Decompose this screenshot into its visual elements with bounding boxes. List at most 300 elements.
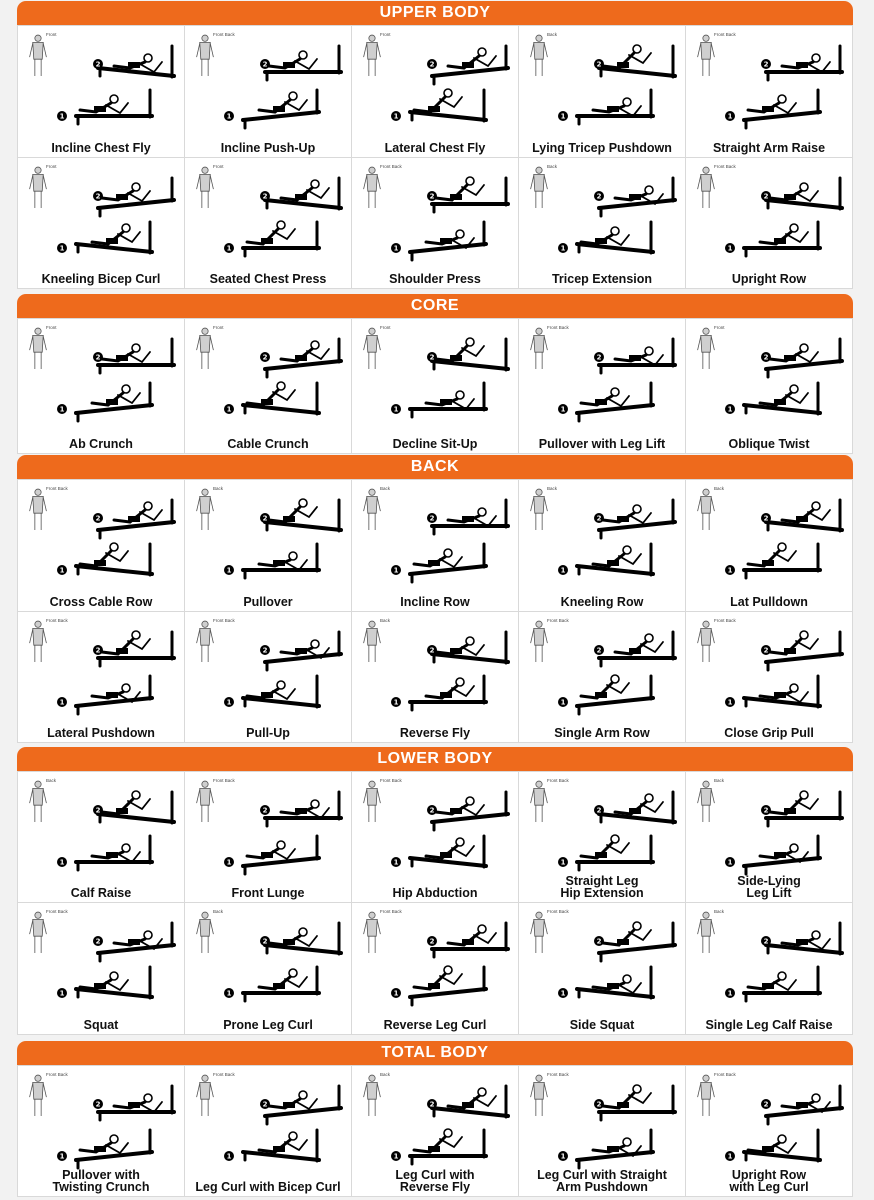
anatomy-figure-icon	[30, 489, 47, 530]
anatomy-figure-icon	[197, 167, 214, 208]
svg-text:1: 1	[393, 858, 399, 867]
exercise-name: Straight Arm Raise	[712, 141, 826, 155]
svg-text:2: 2	[596, 192, 602, 201]
svg-text:1: 1	[727, 566, 733, 575]
anatomy-figure-icon	[30, 167, 47, 208]
step-number-badge	[725, 111, 735, 121]
anatomy-figure-icon	[197, 1075, 214, 1116]
svg-text:2: 2	[596, 60, 602, 69]
exercise-name: Incline Push-Up	[220, 141, 316, 155]
exercise-card	[686, 903, 852, 1034]
exercise-illustration	[519, 612, 685, 742]
anatomy-figure-icon	[698, 35, 715, 76]
anatomy-figure-icon	[30, 781, 47, 822]
anatomy-figure-icon	[531, 1075, 548, 1116]
svg-text:1: 1	[226, 405, 232, 414]
svg-text:2: 2	[763, 192, 769, 201]
exercise-name: Oblique Twist	[728, 437, 810, 451]
section-lower-body	[17, 747, 853, 1035]
exercise-illustration	[185, 1066, 351, 1196]
step-number-badge	[93, 805, 103, 815]
step-number-badge	[725, 857, 735, 867]
step-number-badge	[427, 191, 437, 201]
exercise-figure	[95, 791, 174, 823]
svg-text:2: 2	[429, 806, 435, 815]
anatomy-figure-icon	[364, 912, 381, 953]
exercise-illustration	[352, 612, 518, 742]
exercise-figure	[744, 90, 820, 128]
exercise-name: Tricep Extension	[551, 272, 653, 286]
step-number-badge	[93, 352, 103, 362]
exercise-figure	[596, 339, 675, 373]
exercise-figure	[410, 89, 486, 121]
exercise-card	[519, 26, 685, 157]
exercise-figure	[262, 178, 341, 209]
svg-text:2: 2	[95, 1100, 101, 1109]
exercise-illustration	[352, 480, 518, 611]
exercise-card	[519, 319, 685, 453]
svg-text:1: 1	[393, 989, 399, 998]
exercise-name: Lat Pulldown	[730, 595, 808, 609]
exercise-figure	[429, 177, 508, 212]
svg-text:2: 2	[262, 60, 268, 69]
step-number-badge	[57, 565, 67, 575]
step-number-badge	[427, 352, 437, 362]
step-number-badge	[761, 936, 771, 946]
step-number-badge	[57, 243, 67, 253]
exercise-figure	[76, 222, 152, 253]
exercise-figure	[243, 544, 319, 578]
anatomy-figure-icon	[531, 621, 548, 662]
step-number-badge	[594, 191, 604, 201]
exercise-name: Lateral Chest Fly	[384, 141, 486, 155]
exercise-card	[352, 903, 518, 1034]
exercise-card	[352, 158, 518, 288]
exercise-figure	[95, 178, 174, 216]
svg-text:2: 2	[95, 937, 101, 946]
exercise-illustration	[352, 26, 518, 157]
exercise-figure	[763, 500, 842, 531]
exercise-figure	[95, 631, 174, 666]
exercise-name: Upright Row with Leg Curl	[729, 1168, 809, 1194]
exercise-illustration	[185, 903, 351, 1034]
exercise-figure	[429, 500, 508, 534]
svg-text:1: 1	[393, 1152, 399, 1161]
exercise-card	[352, 612, 518, 742]
step-number-badge	[224, 404, 234, 414]
view-label: Back	[714, 909, 725, 914]
view-label: Front Back	[380, 778, 402, 783]
exercise-illustration	[185, 158, 351, 288]
step-number-badge	[224, 697, 234, 707]
exercise-card	[519, 480, 685, 611]
svg-text:2: 2	[596, 514, 602, 523]
svg-text:2: 2	[95, 806, 101, 815]
svg-text:1: 1	[226, 1152, 232, 1161]
step-number-badge	[761, 352, 771, 362]
anatomy-figure-icon	[197, 489, 214, 530]
exercise-card	[185, 319, 351, 453]
view-label: Back	[714, 778, 725, 783]
svg-text:1: 1	[393, 566, 399, 575]
step-number-badge	[57, 697, 67, 707]
view-label: Front Back	[46, 486, 68, 491]
exercise-figure	[243, 221, 319, 256]
exercise-figure	[596, 500, 675, 538]
svg-text:2: 2	[429, 937, 435, 946]
exercise-card	[18, 480, 184, 611]
exercise-illustration	[519, 903, 685, 1034]
exercise-illustration	[686, 158, 852, 288]
svg-text:1: 1	[59, 698, 65, 707]
exercise-figure	[410, 383, 486, 417]
step-number-badge	[725, 988, 735, 998]
exercise-figure	[243, 1130, 319, 1161]
step-number-badge	[427, 59, 437, 69]
step-number-badge	[57, 988, 67, 998]
svg-text:1: 1	[727, 858, 733, 867]
step-number-badge	[260, 805, 270, 815]
exercise-figure	[763, 339, 842, 377]
exercise-name: Single Arm Row	[554, 726, 650, 740]
step-number-badge	[594, 59, 604, 69]
exercise-card	[686, 480, 852, 611]
exercise-illustration	[352, 158, 518, 288]
exercise-figure	[410, 1129, 486, 1164]
view-label: Front Back	[547, 618, 569, 623]
svg-text:2: 2	[763, 937, 769, 946]
exercise-card	[519, 612, 685, 742]
step-number-badge	[725, 243, 735, 253]
step-number-badge	[224, 111, 234, 121]
exercise-illustration	[18, 26, 184, 157]
exercise-card	[519, 158, 685, 288]
svg-text:1: 1	[59, 244, 65, 253]
exercise-figure	[95, 923, 174, 961]
svg-text:1: 1	[560, 244, 566, 253]
svg-text:2: 2	[95, 192, 101, 201]
exercise-name: Calf Raise	[70, 886, 132, 900]
svg-text:1: 1	[59, 858, 65, 867]
exercise-card	[18, 612, 184, 742]
anatomy-figure-icon	[364, 489, 381, 530]
exercise-figure	[76, 90, 152, 124]
section-upper-body	[17, 1, 853, 289]
step-number-badge	[594, 805, 604, 815]
anatomy-figure-icon	[531, 489, 548, 530]
exercise-figure	[577, 967, 653, 998]
anatomy-figure-icon	[531, 781, 548, 822]
anatomy-figure-icon	[364, 167, 381, 208]
exercise-figure	[429, 1086, 508, 1117]
svg-text:2: 2	[596, 353, 602, 362]
svg-text:1: 1	[226, 698, 232, 707]
anatomy-figure-icon	[364, 1075, 381, 1116]
exercise-figure	[410, 544, 486, 582]
svg-text:2: 2	[596, 937, 602, 946]
exercise-card	[18, 26, 184, 157]
exercise-card	[185, 26, 351, 157]
svg-text:1: 1	[560, 858, 566, 867]
exercise-illustration	[519, 319, 685, 453]
step-number-badge	[57, 111, 67, 121]
svg-text:1: 1	[59, 989, 65, 998]
exercise-figure	[577, 1130, 653, 1168]
exercise-figure	[410, 966, 486, 1005]
anatomy-figure-icon	[364, 35, 381, 76]
view-label: Front	[380, 32, 391, 37]
exercise-illustration	[18, 480, 184, 611]
view-label: Front Back	[46, 909, 68, 914]
exercise-illustration	[185, 772, 351, 902]
anatomy-figure-icon	[698, 489, 715, 530]
exercise-figure	[763, 631, 842, 670]
section-core	[17, 294, 853, 454]
anatomy-figure-icon	[30, 35, 47, 76]
view-label: Front Back	[714, 1072, 736, 1077]
exercise-illustration	[352, 903, 518, 1034]
view-label: Front Back	[46, 618, 68, 623]
section-title: UPPER BODY	[17, 1, 853, 25]
exercise-grid	[17, 479, 853, 743]
exercise-name: Reverse Leg Curl	[383, 1018, 487, 1032]
exercise-illustration	[519, 26, 685, 157]
step-number-badge	[761, 645, 771, 655]
svg-text:1: 1	[393, 405, 399, 414]
exercise-name: Pullover	[243, 595, 293, 609]
exercise-figure	[76, 1130, 152, 1168]
step-number-badge	[391, 988, 401, 998]
anatomy-figure-icon	[531, 328, 548, 369]
exercise-figure	[243, 382, 319, 414]
exercise-figure	[429, 632, 508, 663]
exercise-figure	[744, 836, 820, 874]
step-number-badge	[93, 1099, 103, 1109]
exercise-illustration	[18, 612, 184, 742]
step-number-badge	[260, 352, 270, 362]
step-number-badge	[260, 645, 270, 655]
section-title: BACK	[17, 455, 853, 479]
exercise-figure	[410, 222, 486, 260]
step-number-badge	[761, 191, 771, 201]
step-number-badge	[761, 513, 771, 523]
exercise-figure	[76, 836, 152, 870]
step-number-badge	[725, 1151, 735, 1161]
svg-text:1: 1	[560, 405, 566, 414]
exercise-figure	[95, 46, 174, 77]
view-label: Front Back	[380, 164, 402, 169]
exercise-name: Leg Curl with Reverse Fly	[395, 1168, 475, 1194]
view-label: Back	[380, 486, 391, 491]
step-number-badge	[93, 191, 103, 201]
step-number-badge	[391, 1151, 401, 1161]
svg-text:1: 1	[226, 989, 232, 998]
view-label: Back	[380, 1072, 391, 1077]
svg-text:1: 1	[226, 566, 232, 575]
svg-text:1: 1	[226, 858, 232, 867]
svg-text:1: 1	[727, 244, 733, 253]
exercise-card	[18, 772, 184, 902]
view-label: Front Back	[213, 618, 235, 623]
section-title: LOWER BODY	[17, 747, 853, 771]
exercise-card	[686, 26, 852, 157]
exercise-name: Incline Chest Fly	[51, 141, 151, 155]
anatomy-figure-icon	[30, 912, 47, 953]
exercise-name: Ab Crunch	[69, 437, 133, 451]
step-number-badge	[391, 243, 401, 253]
exercise-card	[519, 772, 685, 902]
exercise-illustration	[686, 26, 852, 157]
exercise-figure	[262, 499, 341, 531]
exercise-name: Prone Leg Curl	[223, 1018, 313, 1032]
step-number-badge	[594, 513, 604, 523]
exercise-card	[686, 1066, 852, 1196]
exercise-name: Lying Tricep Pushdown	[532, 141, 672, 155]
svg-text:1: 1	[59, 1152, 65, 1161]
step-number-badge	[224, 988, 234, 998]
anatomy-figure-icon	[698, 167, 715, 208]
exercise-name: Decline Sit-Up	[392, 437, 478, 451]
anatomy-figure-icon	[364, 781, 381, 822]
exercise-figure	[262, 792, 341, 826]
step-number-badge	[57, 404, 67, 414]
view-label: Front	[46, 32, 57, 37]
step-number-badge	[57, 1151, 67, 1161]
view-label: Back	[213, 909, 224, 914]
exercise-name: Squat	[83, 1018, 119, 1032]
exercise-illustration	[352, 319, 518, 453]
exercise-figure	[744, 1130, 820, 1161]
exercise-figure	[95, 1086, 174, 1120]
view-label: Back	[547, 32, 558, 37]
svg-text:2: 2	[763, 806, 769, 815]
exercise-figure	[262, 339, 341, 377]
exercise-name: Incline Row	[400, 595, 470, 609]
view-label: Back	[547, 486, 558, 491]
view-label: Front	[46, 325, 57, 330]
step-number-badge	[558, 111, 568, 121]
step-number-badge	[391, 697, 401, 707]
step-number-badge	[427, 805, 437, 815]
view-label: Front Back	[714, 32, 736, 37]
exercise-name: Cross Cable Row	[49, 595, 153, 609]
step-number-badge	[260, 936, 270, 946]
exercise-name: Straight Leg Hip Extension	[560, 874, 644, 900]
exercise-illustration	[686, 480, 852, 611]
section-total-body	[17, 1041, 853, 1197]
anatomy-figure-icon	[364, 328, 381, 369]
exercise-name: Leg Curl with Straight Arm Pushdown	[537, 1168, 667, 1194]
exercise-figure	[76, 383, 152, 421]
exercise-figure	[262, 632, 341, 670]
exercise-card	[185, 612, 351, 742]
exercise-card	[185, 772, 351, 902]
exercise-name: Side Squat	[569, 1018, 635, 1032]
exercise-name: Pull-Up	[246, 726, 290, 740]
exercise-figure	[262, 1086, 341, 1124]
svg-text:2: 2	[429, 353, 435, 362]
exercise-card	[686, 319, 852, 453]
exercise-card	[185, 480, 351, 611]
svg-text:2: 2	[95, 60, 101, 69]
exercise-name: Kneeling Bicep Curl	[41, 272, 161, 286]
step-number-badge	[594, 936, 604, 946]
exercise-name: Hip Abduction	[392, 886, 478, 900]
exercise-figure	[95, 500, 174, 538]
step-number-badge	[761, 59, 771, 69]
anatomy-figure-icon	[364, 621, 381, 662]
exercise-figure	[744, 967, 820, 1001]
anatomy-figure-icon	[30, 621, 47, 662]
svg-text:1: 1	[727, 112, 733, 121]
exercise-illustration	[352, 772, 518, 902]
view-label: Back	[714, 486, 725, 491]
exercise-card	[352, 319, 518, 453]
step-number-badge	[558, 857, 568, 867]
exercise-card	[352, 772, 518, 902]
anatomy-figure-icon	[698, 781, 715, 822]
step-number-badge	[725, 565, 735, 575]
exercise-figure	[763, 1086, 842, 1124]
view-label: Front	[380, 325, 391, 330]
svg-text:1: 1	[727, 989, 733, 998]
step-number-badge	[594, 1099, 604, 1109]
svg-text:2: 2	[596, 646, 602, 655]
svg-text:2: 2	[262, 192, 268, 201]
exercise-card	[686, 158, 852, 288]
svg-text:2: 2	[596, 806, 602, 815]
exercise-name: Upright Row	[731, 272, 807, 286]
view-label: Front	[213, 164, 224, 169]
exercise-illustration	[18, 158, 184, 288]
exercise-figure	[429, 46, 508, 84]
exercise-name: Pullover with Leg Lift	[538, 437, 666, 451]
svg-text:1: 1	[393, 698, 399, 707]
exercise-illustration	[18, 319, 184, 453]
step-number-badge	[427, 1099, 437, 1109]
view-label: Front Back	[213, 1072, 235, 1077]
svg-text:2: 2	[262, 806, 268, 815]
exercise-card	[519, 903, 685, 1034]
exercise-card	[185, 1066, 351, 1196]
exercise-figure	[596, 45, 675, 77]
svg-text:2: 2	[95, 646, 101, 655]
exercise-figure	[262, 46, 341, 80]
step-number-badge	[558, 1151, 568, 1161]
exercise-illustration	[185, 26, 351, 157]
exercise-figure	[95, 339, 174, 373]
step-number-badge	[93, 645, 103, 655]
exercise-illustration	[686, 612, 852, 742]
anatomy-figure-icon	[698, 1075, 715, 1116]
step-number-badge	[224, 857, 234, 867]
exercise-grid	[17, 771, 853, 1035]
svg-text:2: 2	[262, 937, 268, 946]
svg-text:2: 2	[262, 353, 268, 362]
anatomy-figure-icon	[197, 35, 214, 76]
exercise-card	[185, 903, 351, 1034]
exercise-figure	[429, 923, 508, 957]
exercise-illustration	[519, 480, 685, 611]
exercise-name: Seated Chest Press	[209, 272, 327, 286]
svg-text:1: 1	[727, 1152, 733, 1161]
svg-text:1: 1	[560, 698, 566, 707]
svg-text:1: 1	[393, 112, 399, 121]
exercise-figure	[744, 383, 820, 414]
svg-text:2: 2	[763, 1100, 769, 1109]
anatomy-figure-icon	[30, 328, 47, 369]
exercise-figure	[577, 835, 653, 870]
